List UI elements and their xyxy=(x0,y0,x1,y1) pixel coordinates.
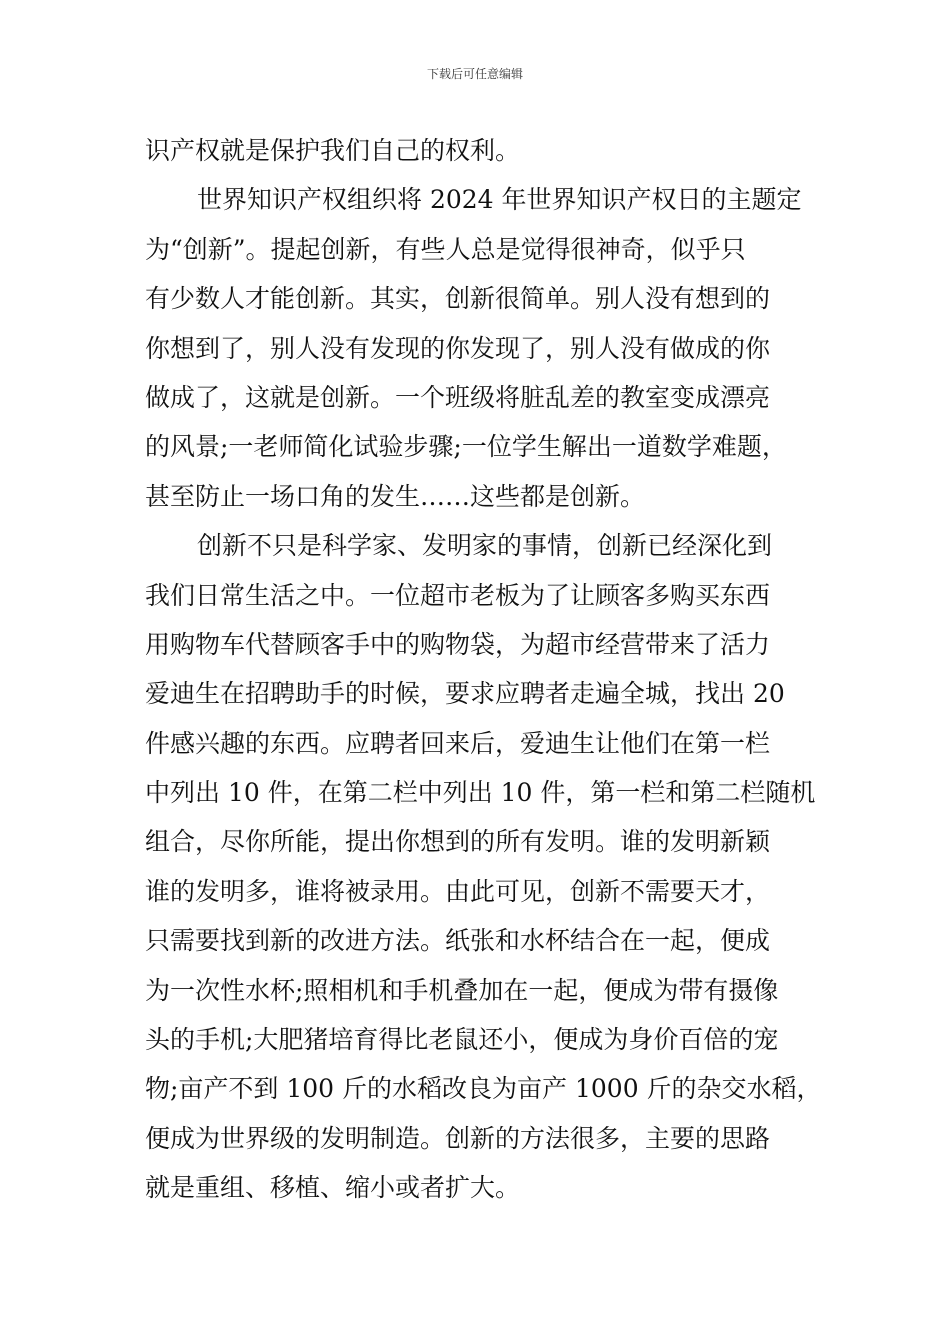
document-body xyxy=(145,126,825,1213)
text-line: 甚至防止一场口角的发生……这些都是创新。 xyxy=(145,481,646,511)
text-line: 物;亩产不到 100 斤的水稻改良为亩产 1000 斤的杂交水稻， xyxy=(145,1074,822,1104)
text-line: 为一次性水杯;照相机和手机叠加在一起，便成为带有摄像 xyxy=(145,975,779,1005)
text-line: 为“创新”。提起创新，有些人总是觉得很神奇，似乎只 xyxy=(145,234,746,264)
text-line: 就是重组、移植、缩小或者扩大。 xyxy=(145,1173,521,1203)
text-line: 中列出 10 件，在第二栏中列出 10 件，第一栏和第二栏随机 xyxy=(145,778,816,808)
text-line: 做成了，这就是创新。一个班级将脏乱差的教室变成漂亮 xyxy=(145,382,771,412)
text-line: 世界知识产权组织将 2024 年世界知识产权日的主题定 xyxy=(197,185,802,215)
text-line: 有少数人才能创新。其实，创新很简单。别人没有想到的 xyxy=(145,284,771,314)
text-line: 识产权就是保护我们自己的权利。 xyxy=(145,136,521,165)
text-line: 谁的发明多，谁将被录用。由此可见，创新不需要天才， xyxy=(145,876,771,906)
text-line: 的风景;一老师简化试验步骤;一位学生解出一道数学难题， xyxy=(145,432,787,462)
text-line: 创新不只是科学家、发明家的事情，创新已经深化到 xyxy=(197,531,773,561)
text-line: 只需要找到新的改进方法。纸张和水杯结合在一起，便成 xyxy=(145,926,771,956)
text-line: 便成为世界级的发明制造。创新的方法很多，主要的思路 xyxy=(145,1123,771,1153)
text-line: 头的手机;大肥猪培育得比老鼠还小，便成为身价百倍的宠 xyxy=(145,1025,779,1055)
text-line: 件感兴趣的东西。应聘者回来后，爱迪生让他们在第一栏 xyxy=(145,728,771,758)
text-line: 组合，尽你所能，提出你想到的所有发明。谁的发明新颖 xyxy=(145,827,771,857)
page-header: 下载后可任意编辑 xyxy=(426,67,523,81)
text-line: 我们日常生活之中。一位超市老板为了让顾客多购买东西 xyxy=(145,580,771,610)
text-line: 你想到了，别人没有发现的你发现了，别人没有做成的你 xyxy=(145,333,771,363)
text-line: 爱迪生在招聘助手的时候，要求应聘者走遍全城，找出 20 xyxy=(145,679,785,709)
text-line: 用购物车代替顾客手中的购物袋，为超市经营带来了活力 xyxy=(145,629,771,659)
